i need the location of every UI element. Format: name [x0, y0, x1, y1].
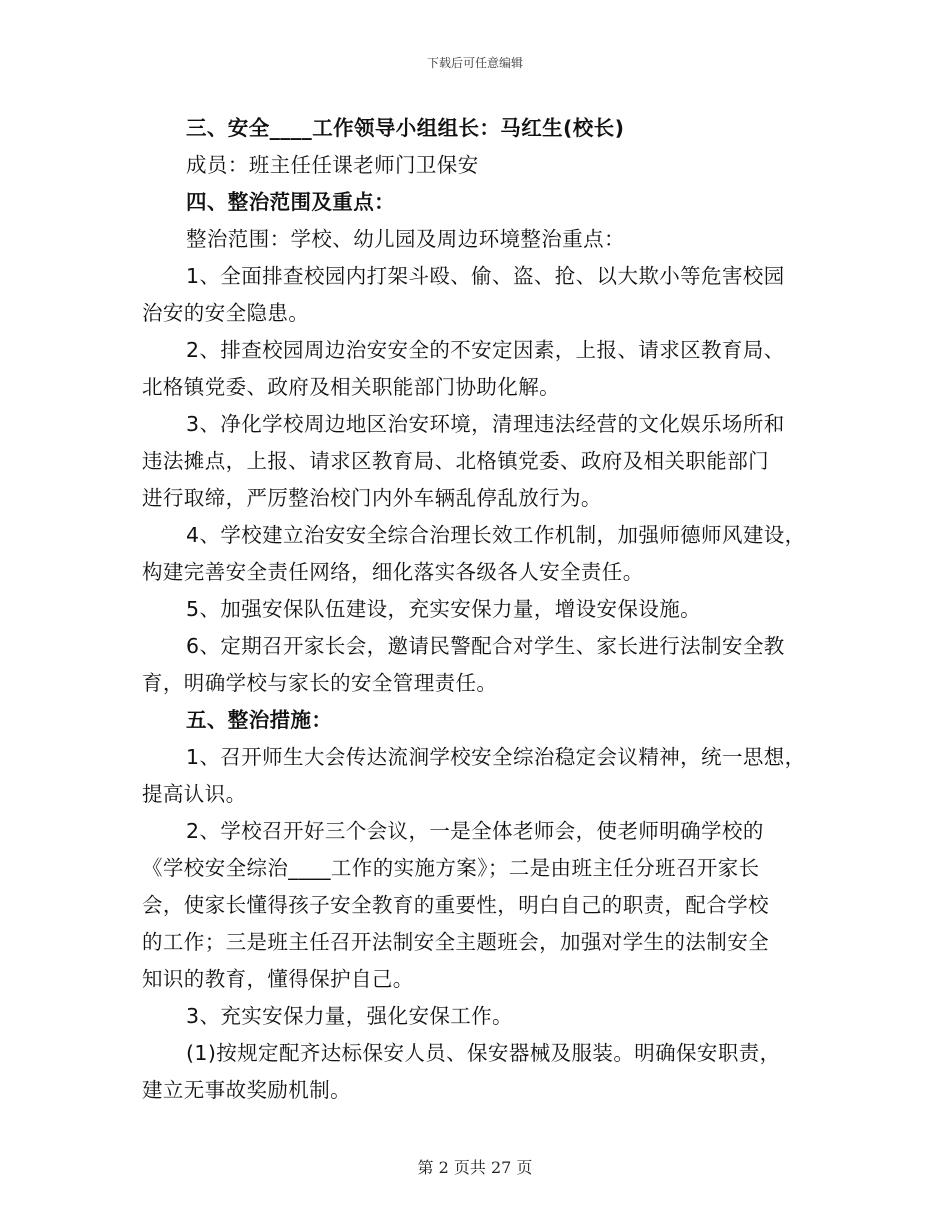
paragraph-line: 进行取缔，严厉整治校门内外车辆乱停乱放行为。	[142, 486, 602, 510]
section-heading: 四、整治范围及重点：	[186, 190, 395, 214]
paragraph-line: 整治范围：学校、幼儿园及周边环境整治重点：	[186, 227, 625, 251]
page-header: 下载后可任意编辑	[426, 56, 523, 70]
paragraph-line: 建立无事故奖励机制。	[142, 1078, 351, 1102]
paragraph-line: 2、排查校园周边治安安全的不安定因素，上报、请求区教育局、	[186, 338, 785, 362]
paragraph-line: 育，明确学校与家长的安全管理责任。	[142, 671, 498, 695]
paragraph-line: 3、净化学校周边地区治安环境，清理违法经营的文化娱乐场所和	[186, 412, 785, 436]
paragraph-line: 2、学校召开好三个会议，一是全体老师会，使老师明确学校的	[186, 819, 764, 843]
paragraph-line: 会，使家长懂得孩子安全教育的重要性，明白自己的职责，配合学校	[142, 893, 769, 917]
paragraph-line: 5、加强安保队伍建设，充实安保力量，增设安保设施。	[186, 597, 702, 621]
section-heading: 三、安全____工作领导小组组长：马红生(校长)	[186, 116, 625, 140]
paragraph-line: 1、全面排查校园内打架斗殴、偷、盗、抢、以大欺小等危害校园	[186, 264, 785, 288]
document-body	[142, 110, 822, 1109]
paragraph-line: 治安的安全隐患。	[142, 301, 310, 325]
paragraph-line: 构建完善安全责任网络，细化落实各级各人安全责任。	[142, 560, 644, 584]
paragraph-line: 1、召开师生大会传达流涧学校安全综治稳定会议精神，统一思想，	[186, 745, 806, 769]
paragraph-line: 提高认识。	[142, 782, 247, 806]
paragraph-line: 知识的教育，懂得保护自己。	[142, 967, 414, 991]
page-footer: 第 2 页共 27 页	[417, 1158, 533, 1177]
paragraph-line: 4、学校建立治安安全综合治理长效工作机制，加强师德师风建设，	[186, 523, 806, 547]
paragraph-line: 3、充实安保力量，强化安保工作。	[186, 1004, 513, 1028]
paragraph-line: 6、定期召开家长会，邀请民警配合对学生、家长进行法制安全教	[186, 634, 785, 658]
paragraph-line: 《学校安全综治____工作的实施方案》；二是由班主任分班召开家长	[142, 856, 760, 880]
paragraph-line: 的工作；三是班主任召开法制安全主题班会，加强对学生的法制安全	[142, 930, 769, 954]
paragraph-line: 成员：班主任任课老师门卫保安	[186, 153, 479, 177]
paragraph-line: 违法摊点，上报、请求区教育局、北格镇党委、政府及相关职能部门	[142, 449, 769, 473]
paragraph-line: 北格镇党委、政府及相关职能部门协助化解。	[142, 375, 560, 399]
section-heading: 五、整治措施：	[186, 708, 333, 732]
paragraph-line: (1)按规定配齐达标保安人员、保安器械及服装。明确保安职责，	[186, 1041, 781, 1065]
